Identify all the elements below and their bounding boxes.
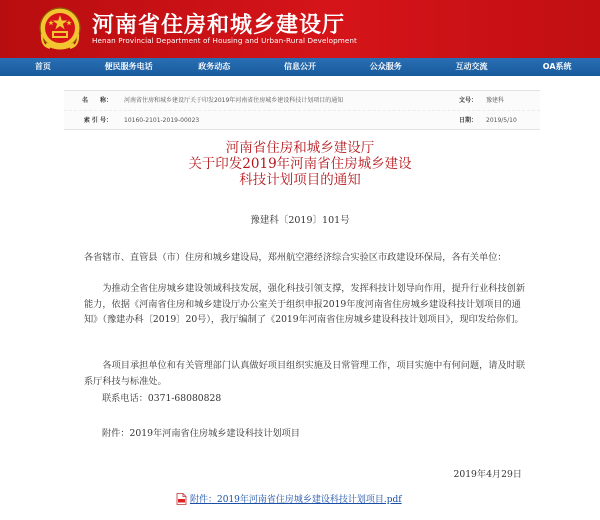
meta-doc-type-label: 文号： bbox=[459, 97, 478, 104]
document-paragraph-1: 为推动全省住房城乡建设领域科技发展，强化科技引领支撑，发挥科技计划导向作用，提升行业科技创新能力，依据《河南省住房和城乡建设厅办公室关于组织申报2019年度河南省住房城乡建设科技计划项目的通知》（豫建办科〔2019〕20号），我厅编制了《2019年河南省住房城乡建设科技计划项目》，现印发给你们。 bbox=[84, 283, 526, 325]
site-header bbox=[0, 0, 600, 58]
document-meta-table bbox=[64, 90, 540, 130]
meta-name-label: 名 称： bbox=[81, 97, 112, 104]
meta-row-name bbox=[64, 91, 540, 110]
meta-row-index bbox=[64, 110, 540, 129]
document-title-line3: 科技计划项目的通知 bbox=[239, 172, 361, 188]
meta-index-value: 10160-2101-2019-00023 bbox=[124, 117, 200, 124]
nav-item-service-phone[interactable]: 便民服务电话 bbox=[104, 62, 153, 71]
nav-item-home[interactable]: 首页 bbox=[34, 62, 51, 71]
nav-item-oa-system[interactable]: OA系统 bbox=[542, 62, 572, 71]
meta-name-value: 河南省住房和城乡建设厅关于印发2019年河南省住房城乡建设科技计划项目的通知 bbox=[124, 97, 344, 104]
nav-item-info-disclosure[interactable]: 信息公开 bbox=[284, 62, 317, 71]
document-title-line1: 河南省住房和城乡建设厅 bbox=[225, 140, 375, 156]
site-subtitle: Henan Provincial Department of Housing and Urban-Rural Development bbox=[92, 36, 357, 45]
pdf-file-icon bbox=[176, 493, 187, 505]
national-emblem-icon bbox=[36, 4, 84, 54]
meta-date-label: 日期： bbox=[459, 117, 478, 124]
meta-date-value: 2019/5/10 bbox=[486, 117, 517, 124]
attachment-note: 附件：2019年河南省住房城乡建设科技计划项目 bbox=[102, 428, 300, 439]
contact-phone: 联系电话：0371-68080828 bbox=[102, 393, 222, 404]
site-title: 河南省住房和城乡建设厅 bbox=[92, 13, 346, 38]
document-title bbox=[0, 140, 600, 188]
meta-doc-type-value: 豫建科 bbox=[486, 97, 505, 104]
meta-index-label: 索 引 号： bbox=[83, 117, 112, 124]
nav-item-public-service[interactable]: 公众服务 bbox=[369, 62, 402, 71]
document-paragraph-2: 各项目承担单位和有关管理部门认真做好项目组织实施及日常管理工作，项目实施中有何问题，请及时联系厅科技与标准处。 bbox=[84, 360, 526, 387]
document-number: 豫建科〔2019〕101号 bbox=[250, 215, 350, 226]
document-date: 2019年4月29日 bbox=[453, 469, 522, 480]
nav-item-interaction[interactable]: 互动交流 bbox=[455, 62, 488, 71]
nav-item-news[interactable]: 政务动态 bbox=[198, 62, 231, 71]
document-addressee: 各省辖市、直管县（市）住房和城乡建设局，郑州航空港经济综合实验区市政建设环保局，各有关单位： bbox=[84, 252, 507, 263]
document-title-line2: 关于印发2019年河南省住房城乡建设 bbox=[188, 156, 412, 172]
attachment-download-link[interactable] bbox=[176, 492, 402, 505]
main-nav bbox=[0, 58, 600, 76]
attachment-link-text[interactable]: 附件：2019年河南省住房城乡建设科技计划项目.pdf bbox=[190, 495, 402, 505]
